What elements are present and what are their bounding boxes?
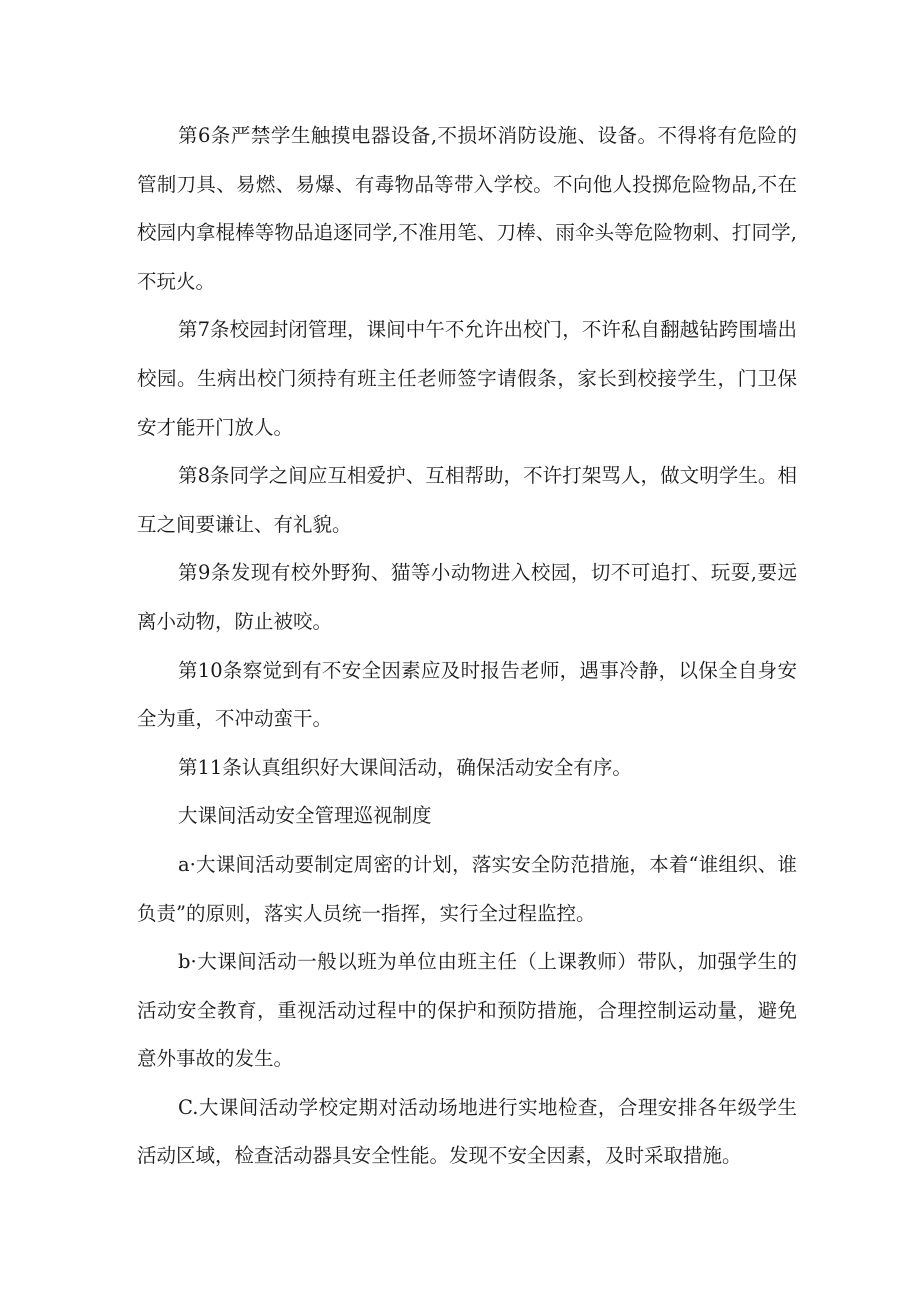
article-10-paragraph: 第10条察觉到有不安全因素应及时报告老师，遇事冷静，以保全自身安全为重，不冲动蛮干。 <box>137 658 797 731</box>
article-11-paragraph: 第11条认真组织好大课间活动，确保活动安全有序。 <box>178 755 632 779</box>
article-9-paragraph: 第9条发现有校外野狗、猫等小动物进入校园，切不可追打、玩耍,要远离小动物，防止被咬。 <box>137 561 797 633</box>
article-8-paragraph: 第8条同学之间应互相爱护、互相帮助，不许打架骂人，做文明学生。相互之间要谦让、有礼貌。 <box>137 464 797 536</box>
article-6-paragraph: 第6条严禁学生触摸电器设备,不损坏消防设施、设备。不得将有危险的管制刀具、易燃、易爆、有毒物品等带入学校。不向他人投掷危险物品,不在校园内拿棍棒等物品追逐同学,不准用笔、刀棒、雨伞头等危险物刺、打同学,不玩火。 <box>137 124 797 293</box>
item-b-paragraph: b·大课间活动一般以班为单位由班主任（上课教师）带队，加强学生的活动安全教育，重视活动过程中的保护和预防措施，合理控制运动量，避免意外事故的发生。 <box>137 950 797 1071</box>
article-7-paragraph: 第7条校园封闭管理，课间中午不允许出校门，不许私自翻越钻跨围墙出校园。生病出校门须持有班主任老师签字请假条，家长到校接学生，门卫保安才能开门放人。 <box>137 318 797 439</box>
item-c-paragraph: C.大课间活动学校定期对活动场地进行实地检查，合理安排各年级学生活动区域，检查活动器具安全性能。发现不安全因素，及时采取措施。 <box>137 1095 797 1168</box>
section-heading: 大课间活动安全管理巡视制度 <box>178 804 432 828</box>
item-a-paragraph: a·大课间活动要制定周密的计划，落实安全防范措施，本着“谁组织、谁负责”的原则，落实人员统一指挥，实行全过程监控。 <box>137 852 797 925</box>
document-body <box>137 112 797 1181</box>
